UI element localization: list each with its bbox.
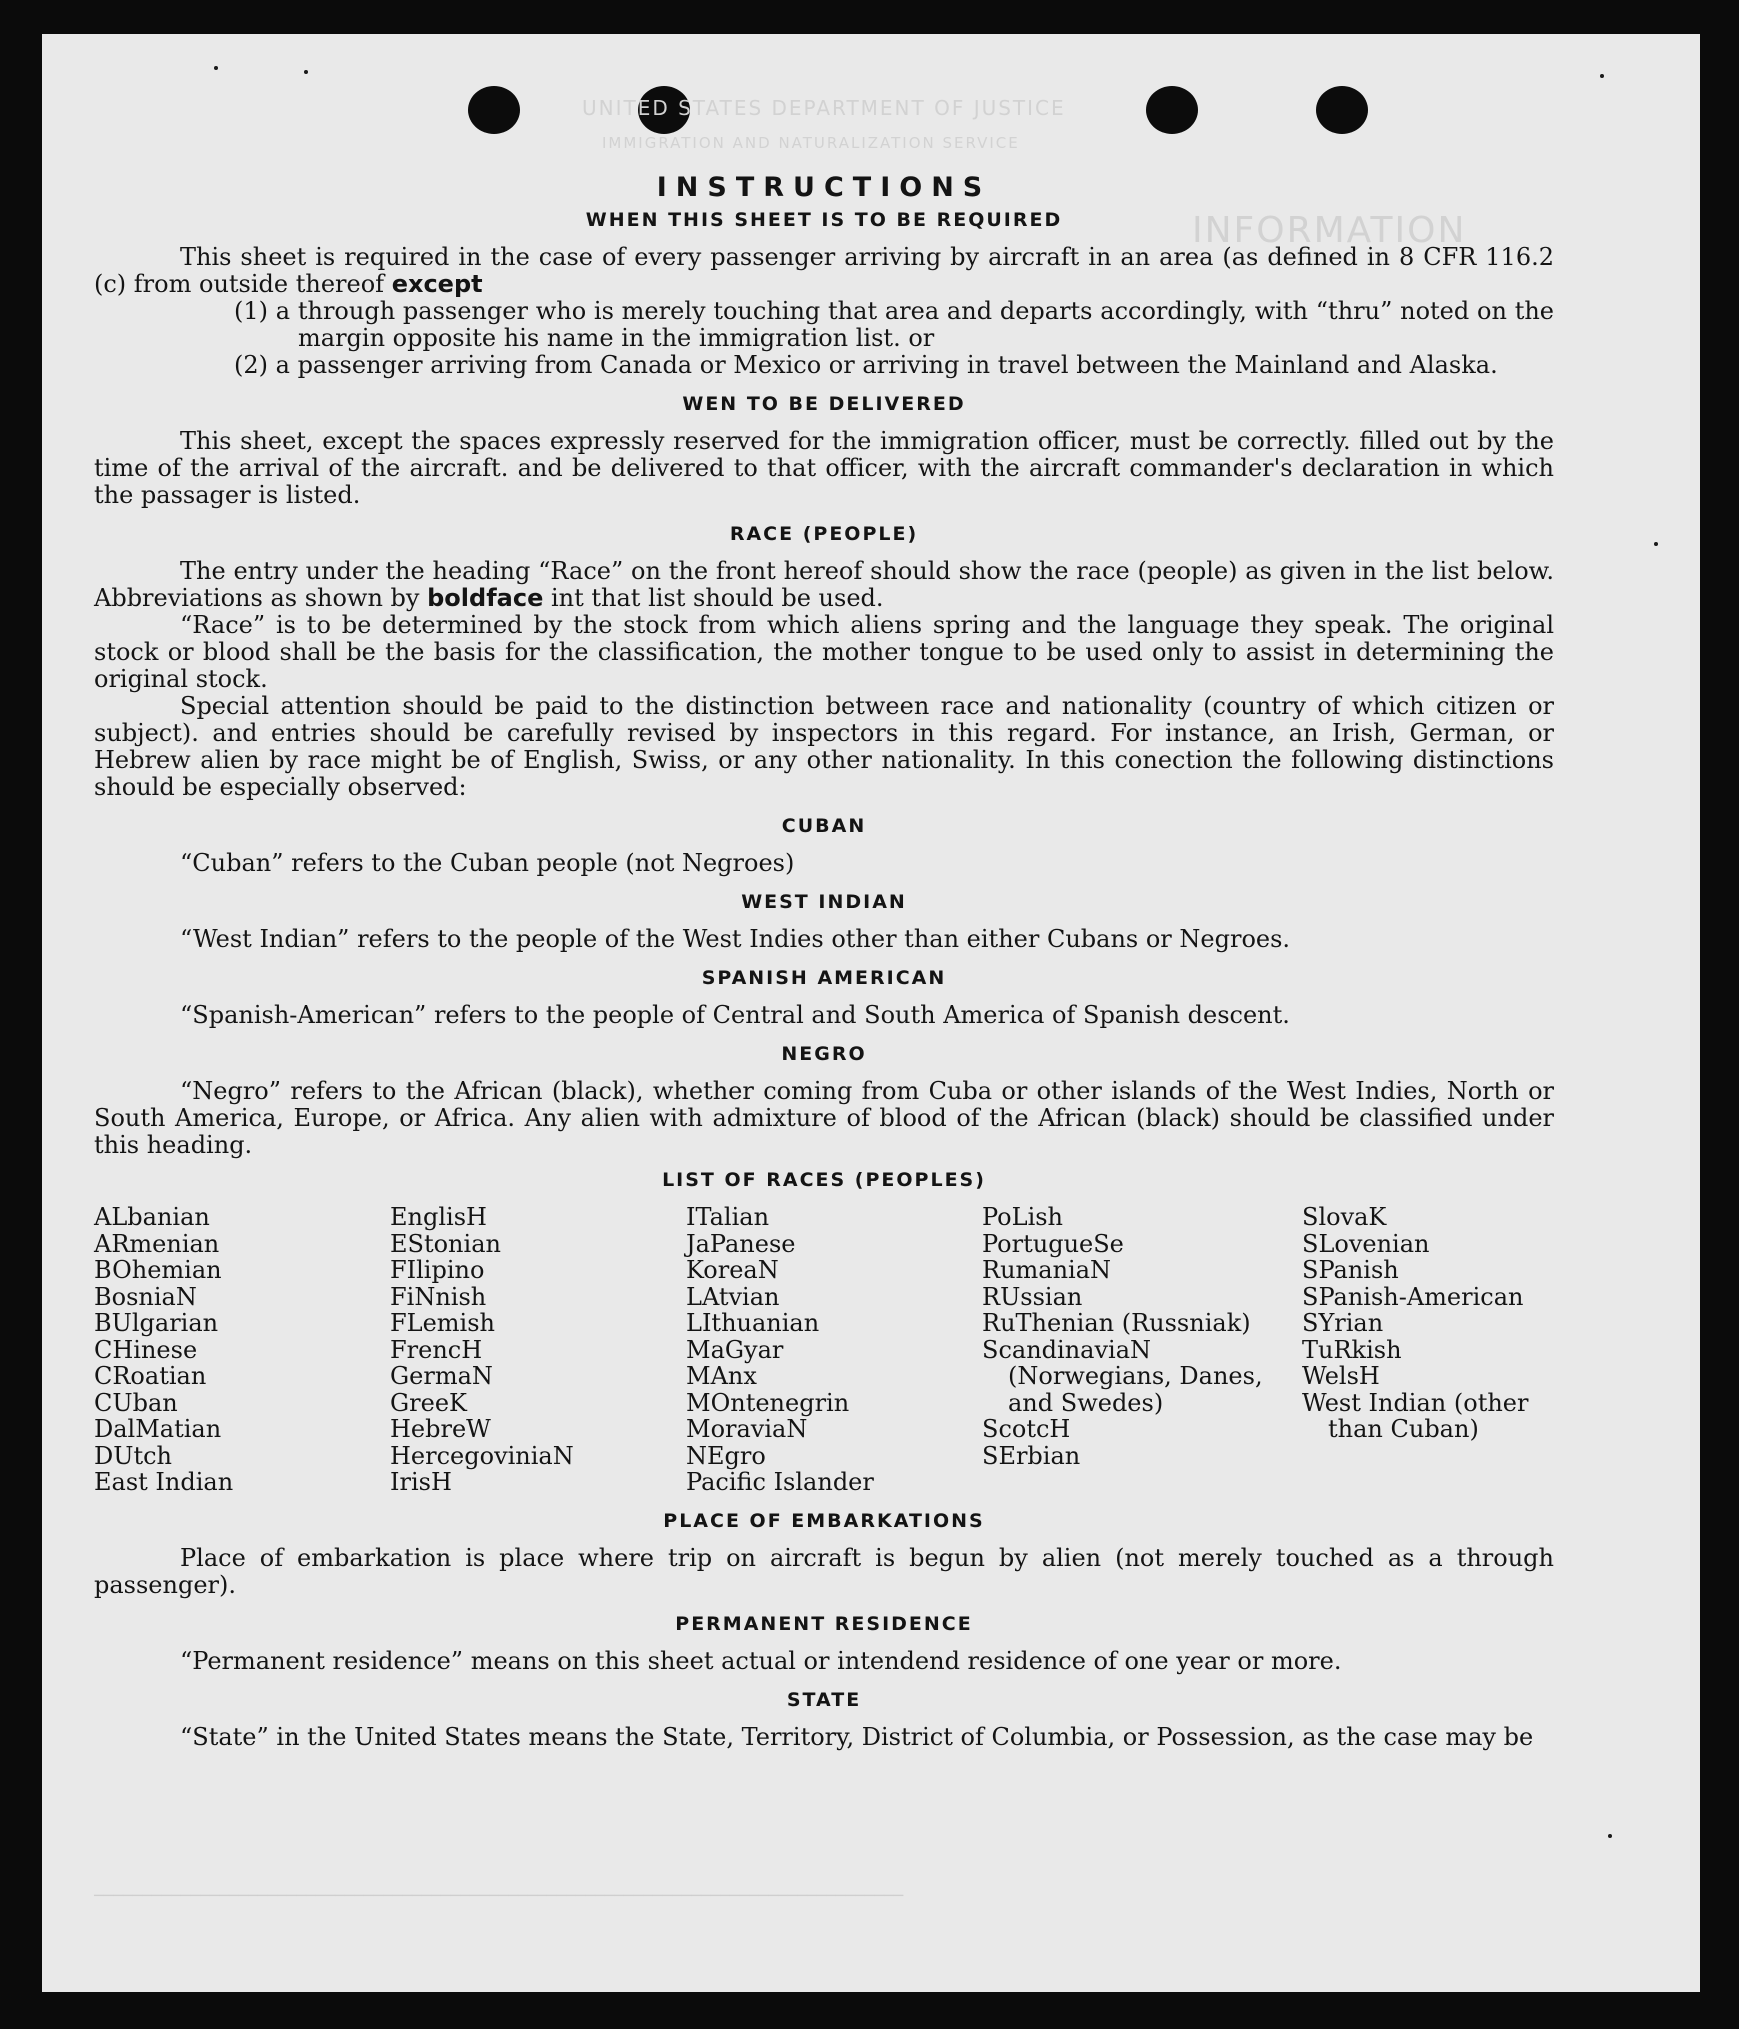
races-column-2 xyxy=(390,1204,686,1496)
race-entry: RUssian xyxy=(982,1282,1083,1311)
races-column-3 xyxy=(686,1204,982,1496)
race-entry: BosniaN xyxy=(94,1282,197,1311)
race-entry: JaPanese xyxy=(686,1229,796,1258)
race-entry: ScotcH xyxy=(982,1415,1071,1443)
race-entry: CRoatian xyxy=(94,1362,207,1390)
race-entry: LAtvian xyxy=(686,1282,780,1311)
race-entry: CUban xyxy=(94,1388,178,1417)
heading-state: STATE xyxy=(786,1688,862,1711)
race-entry: GermaN xyxy=(390,1362,493,1390)
race-entry: ITalian xyxy=(686,1203,770,1231)
race-entry: SLovenian xyxy=(1302,1229,1430,1258)
race-entry: NEgro xyxy=(686,1441,766,1470)
heading-embarkation: PLACE OF EMBARKATIONS xyxy=(663,1509,985,1532)
bleed-through-footer: ──────────────────────────────────────────────────────────────────────────────────── xyxy=(94,1886,904,1905)
races-column-4 xyxy=(982,1204,1302,1496)
race-entry: RuThenian (Russniak) xyxy=(982,1309,1251,1337)
speck xyxy=(214,66,218,70)
definition-cuban: “Cuban” refers to the Cuban people (not Negroes) xyxy=(180,849,795,877)
heading-cuban: CUBAN xyxy=(781,815,867,837)
speck xyxy=(1654,542,1658,546)
race-entry: MOntenegrin xyxy=(686,1388,850,1417)
definition-state: “State” in the United States means the State, Territory, District of Columbia, or Possession, as the case may be xyxy=(180,1722,1534,1751)
definition-embarkation: Place of embarkation is place where trip on aircraft is begun by alien (not merely touched as a through passenger). xyxy=(94,1543,1554,1599)
paragraph-race-2: “Race” is to be determined by the stock from which aliens spring and the language they speak. The original stock or blood shall be the basis for the classification, the mother tongue to be used only to assist in determining the original stock. xyxy=(94,611,1554,693)
paragraph-race-3: Special attention should be paid to the distinction between race and nationality (country of which citizen or subject). and entries should be carefully revised by inspectors in this regard. For instance, an Irish, German, or Hebrew alien by race might be of English, Swiss, or any other nationality. In this conection the following distinctions should be especially observed: xyxy=(94,692,1554,801)
bleed-through-text: IMMIGRATION AND NATURALIZATION SERVICE xyxy=(602,134,1020,152)
paragraph-text: This sheet is required in the case of every passenger arriving by aircraft in an area (as defined in 8 CFR 116.2 (c) from outside thereof xyxy=(94,243,1554,298)
race-entry: FrencH xyxy=(390,1335,483,1364)
heading-negro: NEGRO xyxy=(781,1043,867,1065)
race-entry: HebreW xyxy=(390,1415,491,1443)
race-entry: ARmenian xyxy=(94,1229,220,1258)
race-entry: FLemish xyxy=(390,1309,495,1337)
heading-when-delivered: WEN TO BE DELIVERED xyxy=(682,393,966,415)
race-entry: SlovaK xyxy=(1302,1203,1387,1231)
heading-races-list: LIST OF RACES (PEOPLES) xyxy=(662,1169,986,1191)
paragraph-race-1 xyxy=(94,558,1554,612)
speck xyxy=(304,70,308,74)
race-entry: PoLish xyxy=(982,1203,1064,1231)
bleed-through-text: UNITED STATES DEPARTMENT OF JUSTICE xyxy=(582,96,1066,120)
race-entry: ALbanian xyxy=(94,1203,210,1231)
heading-race: RACE (PEOPLE) xyxy=(729,523,919,545)
race-entry: CHinese xyxy=(94,1335,198,1364)
definition-permanent-residence: “Permanent residence” means on this sheet actual or intendend residence of one year or more. xyxy=(180,1646,1342,1675)
definition-west-indian: “West Indian” refers to the people of the West Indies other than either Cubans or Negroes. xyxy=(180,925,1291,953)
punch-hole xyxy=(468,86,520,134)
document-page xyxy=(42,34,1700,1992)
race-entry: SPanish-American xyxy=(1302,1282,1524,1311)
heading-spanish-american: SPANISH AMERICAN xyxy=(701,967,947,989)
race-entry: Pacific Islander xyxy=(686,1468,874,1496)
race-entry: SErbian xyxy=(982,1441,1081,1470)
race-entry: FiNnish xyxy=(390,1282,487,1311)
race-entry: MoraviaN xyxy=(686,1415,808,1443)
race-entry: EnglisH xyxy=(390,1203,487,1231)
bold-term: except xyxy=(391,270,483,298)
speck xyxy=(1608,1834,1612,1838)
race-entry: BOhemian xyxy=(94,1256,222,1284)
race-entry: FIlipino xyxy=(390,1256,485,1284)
speck xyxy=(1600,74,1604,78)
race-entry: TuRkish xyxy=(1302,1335,1402,1364)
race-entry: PortugueSe xyxy=(982,1229,1124,1258)
definition-negro: “Negro” refers to the African (black), whether coming from Cuba or other islands of the West Indies, North or South America, Europe, or Africa. Any alien with admixture of blood of the African (black) should be classified under this heading. xyxy=(94,1077,1554,1159)
bleed-through-text: INFORMATION xyxy=(1192,210,1467,251)
races-list xyxy=(94,1204,1554,1496)
punch-hole xyxy=(1316,86,1368,134)
paragraph-text: int that list should be used. xyxy=(550,584,884,612)
race-entry: GreeK xyxy=(390,1388,467,1417)
exception-item-2: (2) a passenger arriving from Canada or Mexico or arriving in travel between the Mainland and Alaska. xyxy=(234,351,1498,379)
race-entry: WelsH xyxy=(1302,1362,1380,1390)
heading-west-indian: WEST INDIAN xyxy=(741,891,907,913)
race-entry: DalMatian xyxy=(94,1415,222,1443)
race-entry: LIthuanian xyxy=(686,1309,820,1337)
heading-permanent-residence: PERMANENT RESIDENCE xyxy=(675,1612,973,1635)
race-entry: EStonian xyxy=(390,1229,501,1258)
paragraph-when-delivered: This sheet, except the spaces expressly reserved for the immigration officer, must be correctly. filled out by the time of the arrival of the aircraft. and be delivered to that officer, with the aircraft commander's declaration in which the passager is listed. xyxy=(94,427,1554,509)
race-entry: HercegoviniaN xyxy=(390,1441,574,1470)
race-entry: MAnx xyxy=(686,1362,757,1390)
exception-item-1: (1) a through passenger who is merely touching that area and departs accordingly, with “thru” noted on the margin opposite his name in the immigration list. or xyxy=(234,297,1554,352)
race-entry: KoreaN xyxy=(686,1256,779,1284)
heading-when-required: WHEN THIS SHEET IS TO BE REQUIRED xyxy=(585,209,1063,231)
paragraph-text: The entry under the heading “Race” on the front hereof should show the race (people) as given in the list below. Abbreviations as shown by xyxy=(94,557,1554,612)
races-column-1 xyxy=(94,1204,390,1496)
race-entry: East Indian xyxy=(94,1468,234,1496)
race-entry: MaGyar xyxy=(686,1335,784,1364)
race-entry: DUtch xyxy=(94,1441,173,1470)
race-entry: SYrian xyxy=(1302,1309,1384,1337)
definition-spanish-american: “Spanish-American” refers to the people of Central and South America of Spanish descent. xyxy=(180,1001,1290,1029)
race-entry: BUlgarian xyxy=(94,1309,219,1337)
punch-hole xyxy=(1146,86,1198,134)
race-entry: RumaniaN xyxy=(982,1256,1112,1284)
race-entry: SPanish xyxy=(1302,1256,1399,1284)
instructions-content xyxy=(94,174,1554,1751)
paragraph-when-required xyxy=(94,244,1554,298)
bold-term: boldface xyxy=(427,584,544,612)
race-entry: West Indian (other than Cuban) xyxy=(1302,1388,1537,1443)
races-column-5 xyxy=(1302,1204,1562,1496)
page-title: INSTRUCTIONS xyxy=(656,172,992,203)
race-entry: ScandinaviaN (Norwegians, Danes, and Swedes) xyxy=(982,1335,1271,1417)
race-entry: IrisH xyxy=(390,1468,452,1496)
